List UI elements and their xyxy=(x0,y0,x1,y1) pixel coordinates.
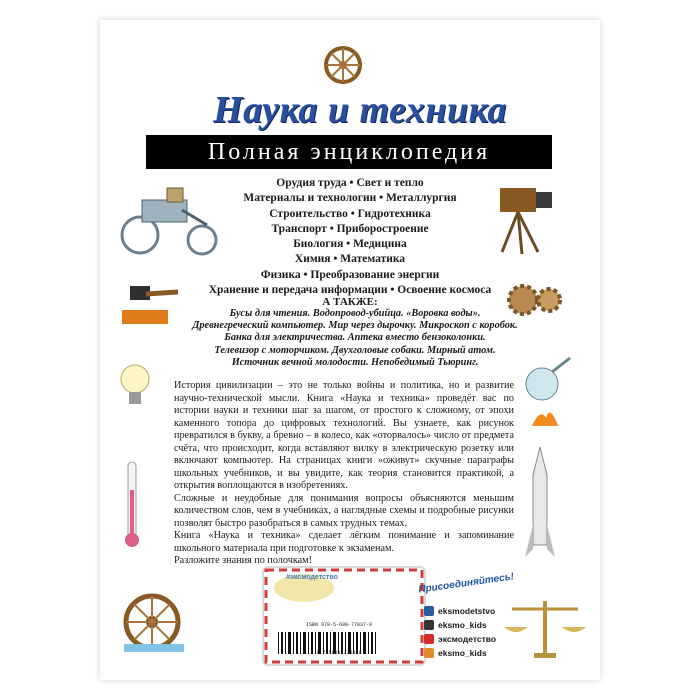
social-label: eksmo_kids xyxy=(438,620,487,630)
topic-row: Химия • Математика xyxy=(294,253,406,266)
topic-row: Биология • Медицина xyxy=(293,238,407,251)
social-link-ok[interactable] xyxy=(424,646,534,660)
light-bulb-illustration xyxy=(118,362,152,412)
sticker-brand: #эксмодетство xyxy=(286,574,338,581)
topic-row: Орудия труда • Свет и тепло xyxy=(276,177,424,189)
social-label: eksmodetstvo xyxy=(438,606,496,616)
description-paragraph: Разложите знания по полочкам! xyxy=(174,555,312,566)
also-line: Бусы для чтения. Водопровод-убийца. «Воровка воды». xyxy=(229,308,481,319)
description-text xyxy=(174,380,514,568)
description-paragraph: История цивилизации – это не только войны и политика, но и развитие научно-технической мысли. Книга «Наука и техника» проведёт вас по истории науки и техники шаг за шагом, от простого к сложному, от эпохи каменного топора до цифровых технологий. Вы узнаете, как рисунок превратился в букву, а бревно – в колесо, как «оторвалось» число от предмета счёта, что происходит, когда вставляют вилку в электрическую розетку или включают компьютер. На страницах книги «оживут» скучные параграфы школьных учебников, и вы увидите, как теория становится практикой, а открытия воплощаются в изобретениях. xyxy=(174,380,514,491)
also-list xyxy=(160,308,550,369)
social-links xyxy=(424,604,534,660)
also-line: Источник вечной молодости. Непобедимый Тьюринг. xyxy=(231,356,479,368)
description-paragraph: Сложные и неудобные для понимания вопросы объясняются меньшим количеством слов, чем в учебниках, а наглядные схемы и подробные рисунки позволят быстро разобраться в самых трудных темах. xyxy=(174,492,514,529)
youtube-icon xyxy=(424,634,434,644)
book-title: Наука и техника xyxy=(213,89,507,131)
early-automobile-illustration xyxy=(112,180,222,260)
thermometer-illustration xyxy=(122,460,142,550)
subtitle-bar: Полная энциклопедия xyxy=(146,135,552,169)
vk-icon xyxy=(424,606,434,616)
social-label: эксмодетство xyxy=(438,634,497,644)
also-line: Древнегреческий компьютер. Мир через дырочку. Микроскоп с коробок. xyxy=(192,320,518,332)
topic-row: Строительство • Гидротехника xyxy=(269,207,431,220)
also-line: Банка для электричества. Аптека вместо бензоколонки. xyxy=(224,332,486,344)
chemistry-apparatus-illustration xyxy=(520,352,575,432)
topic-row: Хранение и передача информации • Освоение космоса xyxy=(208,284,492,297)
isbn-number: ISBN 978-5-699-77837-9 xyxy=(305,622,372,628)
social-link-vk[interactable] xyxy=(424,604,534,618)
barcode-digits: 9 785699 778379 xyxy=(316,650,362,656)
also-heading: А ТАКЖЕ: xyxy=(322,296,378,308)
hammer-anvil-illustration xyxy=(116,282,186,332)
join-us-label: Присоединяйтесь! xyxy=(417,571,515,596)
instagram-icon xyxy=(424,620,434,630)
rocket-illustration xyxy=(525,445,555,565)
water-wheel-illustration xyxy=(120,592,188,654)
description-paragraph: Книга «Наука и техника» сделает лёгким понимание и запоминание школьного материала при подготовке к экзаменам. xyxy=(174,530,514,554)
social-link-instagram[interactable] xyxy=(424,618,534,632)
social-link-youtube[interactable] xyxy=(424,632,534,646)
topic-row: Физика • Преобразование энергии xyxy=(260,268,440,281)
ok-icon xyxy=(424,648,434,658)
topic-row: Материалы и технологии • Металлургия xyxy=(243,192,457,205)
topic-row: Транспорт • Приборостроение xyxy=(271,222,429,235)
old-camera-illustration xyxy=(492,180,562,255)
gears-illustration xyxy=(505,278,565,323)
also-line: Телевизор с моторчиком. Двухголовые собаки. Мирный атом. xyxy=(214,344,496,356)
wagon-wheel-icon xyxy=(323,45,363,85)
topics-list xyxy=(196,176,504,298)
social-label: eksmo_kids xyxy=(438,648,487,658)
